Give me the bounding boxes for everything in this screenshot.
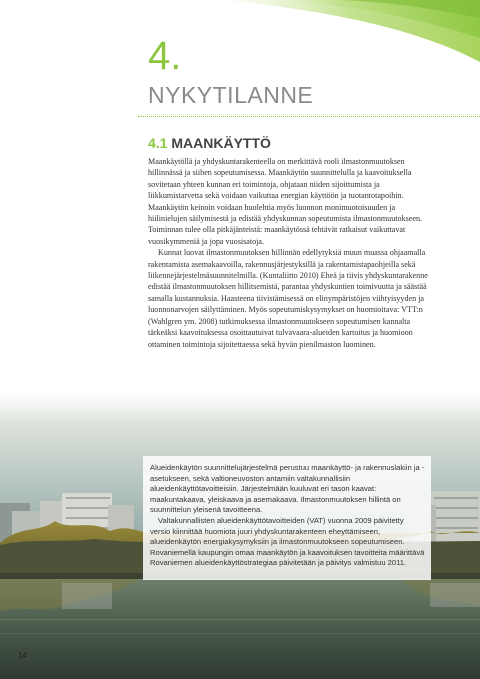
info-box bbox=[143, 456, 431, 580]
chapter-number: 4. bbox=[148, 34, 182, 78]
body-paragraph-1: Maankäytöllä ja yhdyskuntarakenteella on merkittävä rooli ilmastonmuutoksen hillinnässä ja siihen sopeutumisessa. Maankäytön suunnittelulla ja kaavoituksella sovitetaan yhteen kunnan eri toimintoja, ohjataan niiden sijoittumista ja liikkumistarvetta sekä voidaan vaikuttaa energian käyttöön ja tuotantotapoihin. Maankäytön keinoin voidaan huolehtia myös luonnon monimuotoisuuden ja hiilinielujen säilymisestä ja edistää yhdyskunnan sopeutumista ilmastonmuutokseen. Toiminnan tulee olla pitkäjänteistä: maankäytössä tehtävät ratkaisut vaikuttavat vuosikymmeniä ja jopa vuosisatoja. bbox=[148, 157, 423, 246]
info-paragraph-2: Valtakunnallisten alueidenkäyttötavoitteiden (VAT) vuonna 2009 päivitetty versio kiinnittää huomiota juuri yhdyskuntarakenteen eheyttämiseen, alueidenkäytön energiakysymyksiin ja ilmastonmuutokseen sopeutumiseen. Rovaniemellä kaupungin omaa maankäytön ja kaavoituksen tavoitteita määrittävä Rovaniemen alueidenkäyttöstrategiaa päivitetään ja päivitys valmistuu 2011. bbox=[150, 515, 425, 568]
section-heading bbox=[148, 134, 271, 152]
page-number: 14 bbox=[18, 651, 27, 660]
body-text bbox=[148, 156, 434, 350]
section-title: MAANKÄYTTÖ bbox=[171, 135, 271, 151]
info-paragraph-1: Alueidenkäytön suunnittelujärjestelmä perustuu maankäyttö- ja rakennuslakiin ja -asetukseen, sekä valtioneuvoston antamiin valtakunnallisiin alueidenkäyttötavoitteisiin. Järjestelmään kuuluvat eri tason kaavat: maakuntakaava, yleiskaava ja asemakaava. Ilmastonmuutoksen hillintä on suunnittelun yleisenä tavoitteena. bbox=[150, 463, 425, 515]
body-paragraph-2: Kunnat luovat ilmastonmuutoksen hillinnän edellytyksiä muun muassa ohjaamalla rakentamista asemakaavoilla, rakennusjärjestyksillä ja rakentamistapaohjeilla sekä liikennejärjestelmäsuunnitelmilla. (Kuntaliitto 2010) Eheä ja tiivis yhdyskuntarakenne edistää ilmastonmuutoksen hillitsemistä, parantaa yhdyskuntien toimivuutta ja säästää samalla kustannuksia. Haasteena tiivistämisessä on elinympäristöjen viihtyisyyden ja luonnonarvojen säilyttäminen. Myös sopeutumiskysymykset on huomioitava: VTT:n (Wahlgren ym. 2008) tutkimuksessa ilmastonmuutokseen sopeutumisen kannalta tärkeäksi kaavoituksessa osoittautuivat tulvavaara-alueiden kartoitus ja huomioon ottaminen toimintoja sijoitettaessa sekä hyvän pienilmaston luominen. bbox=[148, 248, 428, 349]
chapter-title: NYKYTILANNE bbox=[148, 82, 314, 108]
decorative-green-swoosh bbox=[220, 0, 480, 70]
dotted-divider bbox=[138, 116, 480, 117]
section-number: 4.1 bbox=[148, 135, 168, 151]
